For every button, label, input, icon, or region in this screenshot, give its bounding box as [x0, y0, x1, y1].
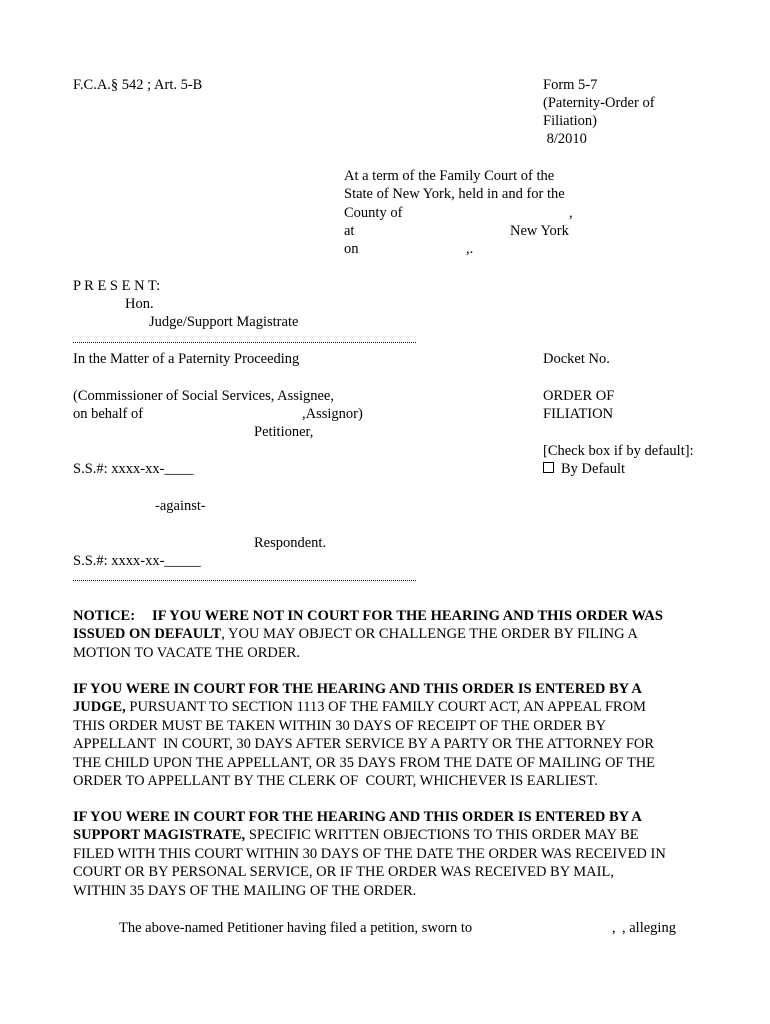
- order-title-line-1: ORDER OF: [543, 388, 615, 404]
- form-title-line-1: (Paternity-Order of: [543, 95, 655, 111]
- present-label: P R E S E N T:: [73, 278, 161, 294]
- court-term-line-1: At a term of the Family Court of the: [344, 168, 555, 184]
- judge-line-6: ORDER TO APPELLANT BY THE CLERK OF COURT, WHICHEVER IS EARLIEST.: [73, 773, 598, 790]
- magistrate-line-4: COURT OR BY PERSONAL SERVICE, OR IF THE ORDER WAS RECEIVED BY MAIL,: [73, 864, 614, 881]
- petition-text: The above-named Petitioner having filed a petition, sworn to: [119, 920, 473, 936]
- magistrate-line-2-rest: SPECIFIC WRITTEN OBJECTIONS TO THIS ORDER MAY BE: [245, 827, 639, 844]
- notice-label: NOTICE:: [73, 608, 136, 624]
- judge-line-5: THE CHILD UPON THE APPELLANT, OR 35 DAYS FROM THE DATE OF MAILING OF THE: [73, 754, 656, 771]
- notice-bold-line-2: ISSUED ON DEFAULT: [73, 626, 222, 643]
- court-term-line-2: State of New York, held in and for the: [344, 186, 565, 202]
- by-default-option[interactable]: [543, 460, 625, 478]
- by-default-checkbox[interactable]: [543, 462, 554, 473]
- judge-line-4: APPELLANT IN COURT, 30 DAYS AFTER SERVICE BY A PARTY OR THE ATTORNEY FOR: [73, 736, 655, 753]
- notice-paragraph: [73, 607, 713, 662]
- assignor-label: ,Assignor): [302, 406, 363, 422]
- alleging-text: , alleging: [622, 920, 676, 936]
- notice-bold-line-1: IF YOU WERE NOT IN COURT FOR THE HEARING AND THIS ORDER WAS: [152, 608, 663, 624]
- magistrate-line-3: FILED WITH THIS COURT WITHIN 30 DAYS OF THE DATE THE ORDER WAS RECEIVED IN: [73, 845, 666, 862]
- form-date: 8/2010: [543, 131, 587, 147]
- matter-title: In the Matter of a Paternity Proceeding: [73, 351, 300, 367]
- check-instruction: [Check box if by default]:: [543, 443, 694, 459]
- magistrate-bold-line-2: SUPPORT MAGISTRATE,: [73, 827, 246, 844]
- form-number: Form 5-7: [543, 77, 598, 93]
- county-label: County of: [344, 205, 403, 221]
- on-label: on: [344, 241, 359, 257]
- judge-line-2-rest: PURSUANT TO SECTION 1113 OF THE FAMILY COURT ACT, AN APPEAL FROM: [125, 699, 646, 716]
- hon-label: Hon.: [125, 296, 154, 312]
- county-comma: ,: [569, 205, 573, 221]
- magistrate-bold-line-1: IF YOU WERE IN COURT FOR THE HEARING AND THIS ORDER IS ENTERED BY A: [73, 809, 642, 825]
- judge-bold-line-2: JUDGE,: [73, 699, 126, 716]
- by-default-label: By Default: [561, 461, 626, 477]
- notice-line-2-rest: , YOU MAY OBJECT OR CHALLENGE THE ORDER BY FILING A: [221, 626, 638, 643]
- petitioner-ssn: S.S.#: xxxx-xx-____: [73, 461, 194, 477]
- judge-label: Judge/Support Magistrate: [149, 314, 299, 330]
- caption-top-divider: [73, 342, 416, 343]
- statute-reference: F.C.A.§ 542 ; Art. 5-B: [73, 77, 203, 93]
- judge-appeal-paragraph: [73, 680, 713, 790]
- notice-line-3: MOTION TO VACATE THE ORDER.: [73, 644, 301, 661]
- magistrate-objection-paragraph: [73, 808, 713, 900]
- at-label: at: [344, 223, 355, 239]
- respondent-ssn: S.S.#: xxxx-xx-_____: [73, 553, 201, 569]
- magistrate-line-5: WITHIN 35 DAYS OF THE MAILING OF THE ORDER.: [73, 882, 417, 899]
- order-title-line-2: FILIATION: [543, 406, 614, 422]
- commissioner-line: (Commissioner of Social Services, Assignee,: [73, 388, 334, 404]
- against-label: -against-: [155, 498, 206, 514]
- judge-line-3: THIS ORDER MUST BE TAKEN WITHIN 30 DAYS OF RECEIPT OF THE ORDER BY: [73, 717, 607, 734]
- on-behalf-label: on behalf of: [73, 406, 144, 422]
- judge-bold-line-1: IF YOU WERE IN COURT FOR THE HEARING AND THIS ORDER IS ENTERED BY A: [73, 681, 642, 697]
- petitioner-label: Petitioner,: [254, 424, 314, 440]
- form-title-line-2: Filiation): [543, 113, 597, 129]
- date-suffix: ,.: [466, 241, 474, 257]
- state-name: New York: [510, 223, 569, 239]
- respondent-label: Respondent.: [254, 535, 327, 551]
- docket-label: Docket No.: [543, 351, 610, 367]
- petition-date-comma: ,: [612, 920, 616, 936]
- caption-bottom-divider: [73, 580, 416, 581]
